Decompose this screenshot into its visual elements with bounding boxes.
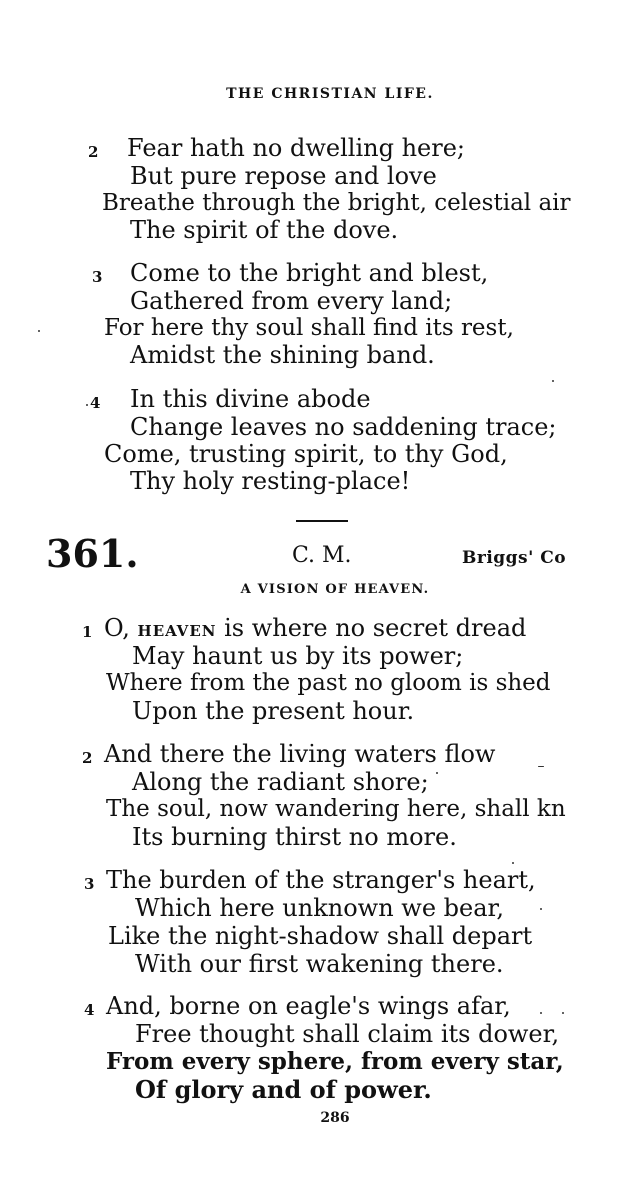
- verse-line: Thy holy resting-place!: [130, 467, 411, 495]
- verse-line: Upon the present hour.: [132, 697, 415, 725]
- verse-line: Breathe through the bright, celestial air: [102, 190, 571, 216]
- hymn-meter: C. M.: [292, 543, 352, 568]
- scan-speck: [436, 772, 438, 774]
- verse-line: Amidst the shining band.: [130, 341, 435, 369]
- verse-line: And, borne on eagle's wings afar,: [106, 992, 511, 1020]
- scan-speck: [86, 404, 88, 406]
- verse-line: For here thy soul shall find its rest,: [104, 315, 514, 341]
- verse-number: 4: [90, 394, 101, 412]
- hymn-title: A VISION OF HEAVEN.: [240, 582, 430, 597]
- verse-line: The burden of the stranger's heart,: [106, 866, 536, 894]
- verse-line: Change leaves no saddening trace;: [130, 413, 557, 441]
- scan-speck: [512, 862, 514, 864]
- verse-line: Fear hath no dwelling here;: [127, 134, 465, 162]
- verse-number: 4: [84, 1001, 95, 1019]
- verse-line: But pure repose and love: [130, 162, 437, 190]
- verse-line: May haunt us by its power;: [132, 642, 464, 670]
- page-number: 286: [320, 1110, 350, 1126]
- verse-line: Free thought shall claim its dower,: [135, 1020, 560, 1048]
- verse-line: Its burning thirst no more.: [132, 823, 457, 851]
- verse-line: In this divine abode: [130, 385, 371, 413]
- scan-speck: [540, 908, 542, 910]
- running-head: THE CHRISTIAN LIFE.: [226, 86, 434, 102]
- verse-number: 2: [88, 143, 99, 161]
- verse-line: Like the night-shadow shall depart: [108, 922, 533, 950]
- verse-line: And there the living waters flow: [104, 740, 496, 768]
- verse-line: [104, 614, 526, 645]
- verse-line: Of glory and of power.: [135, 1075, 432, 1104]
- verse-line: From every sphere, from every star,: [106, 1048, 564, 1075]
- verse-number: 3: [92, 268, 103, 286]
- scan-speck: [552, 380, 554, 382]
- verse-line: Where from the past no gloom is shed: [106, 670, 551, 696]
- scan-speck: [538, 766, 544, 767]
- verse-line-rest: is where no secret dread: [216, 614, 527, 642]
- verse-line: Which here unknown we bear,: [135, 894, 504, 922]
- scan-speck: [540, 1012, 542, 1014]
- verse-number: 3: [84, 875, 95, 893]
- verse-number: 1: [82, 623, 93, 641]
- verse-line: With our first wakening there.: [135, 950, 504, 978]
- smallcaps-word: HEAVEN: [137, 622, 217, 640]
- verse-line: Gathered from every land;: [130, 287, 453, 315]
- verse-number: 2: [82, 749, 93, 767]
- scan-speck: [562, 1012, 564, 1014]
- divider-rule: [296, 520, 348, 522]
- verse-line: Come, trusting spirit, to thy God,: [104, 440, 508, 468]
- verse-line: Along the radiant shore;: [132, 768, 429, 796]
- verse-line: The soul, now wandering here, shall kn: [106, 796, 566, 822]
- hymn-number: 361.: [46, 531, 139, 576]
- verse-line: The spirit of the dove.: [130, 216, 399, 244]
- scan-speck: [38, 330, 40, 332]
- verse-line-start: O,: [104, 614, 138, 642]
- verse-line: Come to the bright and blest,: [130, 259, 489, 287]
- tune-name: Briggs' Co: [462, 548, 567, 568]
